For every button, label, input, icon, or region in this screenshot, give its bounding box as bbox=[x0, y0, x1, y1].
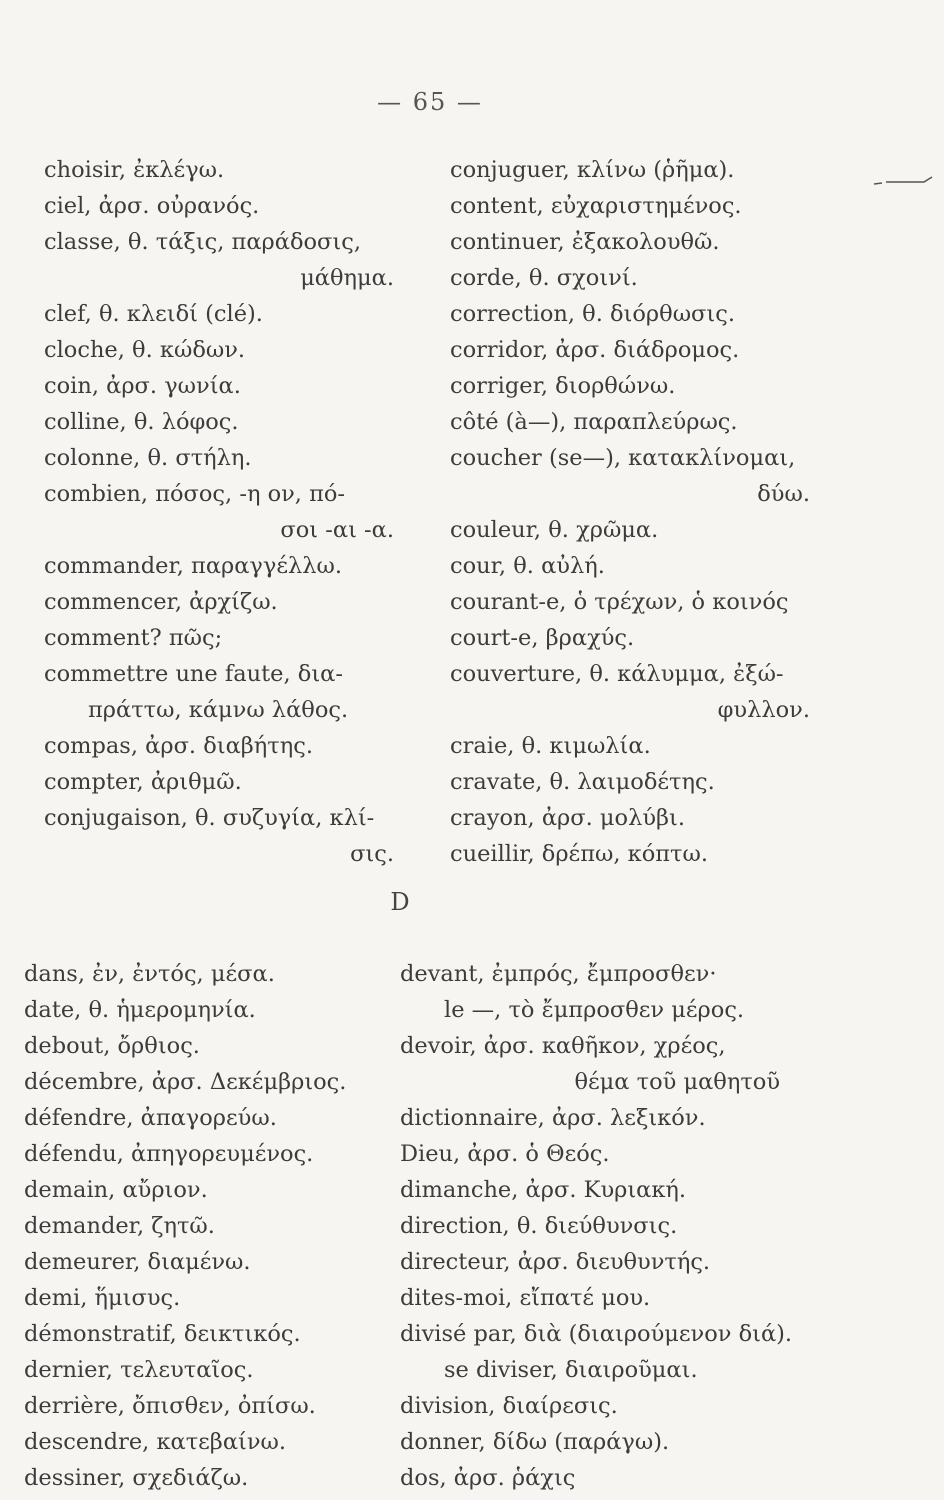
dictionary-entry-line: cloche, θ. κώδων. bbox=[44, 337, 246, 363]
dictionary-entry-line: demander, ζητῶ. bbox=[24, 1213, 215, 1239]
dictionary-entry-line: donner, δίδω (παράγω). bbox=[400, 1429, 670, 1455]
column-d-left bbox=[24, 956, 384, 1496]
dictionary-entry-line: compas, ἀρσ. διαβήτης. bbox=[44, 733, 313, 759]
dictionary-entry-line: μάθημα. bbox=[300, 265, 394, 291]
dictionary-entry-line: conjugaison, θ. συζυγία, κλί- bbox=[44, 805, 375, 831]
column-c-left bbox=[44, 152, 394, 872]
dictionary-entry-line: πράττω, κάμνω λάθος. bbox=[88, 697, 349, 723]
dictionary-entry-line: directeur, ἀρσ. διευθυντής. bbox=[400, 1249, 711, 1275]
dictionary-entry-line: division, διαίρεσις. bbox=[400, 1393, 618, 1419]
dictionary-entry-line: démonstratif, δεικτικός. bbox=[24, 1321, 301, 1347]
dictionary-entry-line: direction, θ. διεύθυνσις. bbox=[400, 1213, 678, 1239]
dictionary-entry-line: colline, θ. λόφος. bbox=[44, 409, 239, 435]
dictionary-entry-line: demeurer, διαμένω. bbox=[24, 1249, 251, 1275]
dictionary-entry-line: devant, ἐμπρός, ἔμπροσθεν· bbox=[400, 961, 717, 987]
dictionary-entry-line: défendu, ἀπηγορευμένος. bbox=[24, 1141, 314, 1167]
dictionary-entry-line: corde, θ. σχοινί. bbox=[450, 265, 638, 291]
dictionary-entry-line: combien, πόσος, -η ον, πό- bbox=[44, 481, 346, 507]
dictionary-entry-line: classe, θ. τάξις, παράδοσις, bbox=[44, 229, 361, 255]
pencil-mark bbox=[872, 176, 936, 190]
dictionary-entry-line: σις. bbox=[350, 841, 394, 867]
dictionary-entry-line: coin, ἀρσ. γωνία. bbox=[44, 373, 241, 399]
dictionary-entry-line: corriger, διορθώνω. bbox=[450, 373, 676, 399]
dictionary-entry-line: décembre, ἀρσ. Δεκέμβριος. bbox=[24, 1069, 347, 1095]
dictionary-entry-line: coucher (se—), κατακλίνομαι, bbox=[450, 445, 796, 471]
dictionary-entry-line: court-e, βραχύς. bbox=[450, 625, 635, 651]
dictionary-entry-line: le —, τὸ ἔμπροσθεν μέρος. bbox=[444, 997, 745, 1023]
dictionary-entry-line: debout, ὄρθιος. bbox=[24, 1033, 200, 1059]
dictionary-entry-line: commencer, ἀρχίζω. bbox=[44, 589, 278, 615]
dictionary-entry-line: demi, ἥμισυς. bbox=[24, 1285, 181, 1311]
dictionary-entry-line: δύω. bbox=[757, 481, 810, 507]
dictionary-entry-line: commander, παραγγέλλω. bbox=[44, 553, 343, 579]
section-letter: D bbox=[390, 888, 410, 916]
dictionary-entry-line: choisir, ἐκλέγω. bbox=[44, 157, 225, 183]
column-c-right bbox=[450, 152, 810, 872]
dictionary-entry-line: craie, θ. κιμωλία. bbox=[450, 733, 651, 759]
dictionary-entry-line: content, εὐχαριστημένος. bbox=[450, 193, 742, 219]
dictionary-entry-line: se diviser, διαιροῦμαι. bbox=[444, 1357, 698, 1383]
dictionary-entry-line: courant-e, ὁ τρέχων, ὁ κοινός bbox=[450, 589, 789, 615]
dictionary-entry-line: dictionnaire, ἀρσ. λεξικόν. bbox=[400, 1105, 706, 1131]
dictionary-entry-line: cravate, θ. λαιμοδέτης. bbox=[450, 769, 715, 795]
dictionary-entry-line: conjuguer, κλίνω (ῥῆμα). bbox=[450, 157, 735, 183]
dictionary-entry-line: derrière, ὄπισθεν, ὀπίσω. bbox=[24, 1393, 316, 1419]
dictionary-entry-line: dos, ἀρσ. ῥάχις bbox=[400, 1465, 576, 1491]
dictionary-entry-line: θέμα τοῦ μαθητοῦ bbox=[574, 1069, 780, 1095]
dictionary-entry-line: couleur, θ. χρῶμα. bbox=[450, 517, 659, 543]
dictionary-entry-line: défendre, ἀπαγορεύω. bbox=[24, 1105, 277, 1131]
dictionary-entry-line: Dieu, ἀρσ. ὁ Θεός. bbox=[400, 1141, 610, 1167]
dictionary-entry-line: colonne, θ. στήλη. bbox=[44, 445, 252, 471]
dictionary-entry-line: correction, θ. διόρθωσις. bbox=[450, 301, 735, 327]
dictionary-entry-line: continuer, ἐξακολουθῶ. bbox=[450, 229, 720, 255]
column-d-right bbox=[400, 956, 793, 1496]
dictionary-entry-line: clef, θ. κλειδί (clé). bbox=[44, 301, 263, 327]
dictionary-entry-line: demain, αὔριον. bbox=[24, 1177, 208, 1203]
dictionary-entry-line: dessiner, σχεδιάζω. bbox=[24, 1465, 249, 1491]
page-number: — 65 — bbox=[377, 88, 483, 116]
dictionary-entry-line: cueillir, δρέπω, κόπτω. bbox=[450, 841, 708, 867]
dictionary-entry-line: cour, θ. αὐλή. bbox=[450, 553, 605, 579]
dictionary-entry-line: dernier, τελευταῖος. bbox=[24, 1357, 254, 1383]
dictionary-entry-line: devoir, ἀρσ. καθῆκον, χρέος, bbox=[400, 1033, 726, 1059]
dictionary-entry-line: comment? πῶς; bbox=[44, 625, 223, 651]
dictionary-entry-line: divisé par, διὰ (διαιρούμενον διά). bbox=[400, 1321, 793, 1347]
dictionary-entry-line: date, θ. ἡμερομηνία. bbox=[24, 997, 256, 1023]
dictionary-entry-line: commettre une faute, δια- bbox=[44, 661, 343, 687]
dictionary-entry-line: corridor, ἀρσ. διάδρομος. bbox=[450, 337, 740, 363]
dictionary-entry-line: couverture, θ. κάλυμμα, ἐξώ- bbox=[450, 661, 784, 687]
dictionary-entry-line: σοι -αι -α. bbox=[280, 517, 394, 543]
dictionary-entry-line: dites-moi, εἴπατέ μου. bbox=[400, 1285, 651, 1311]
dictionary-entry-line: descendre, κατεβαίνω. bbox=[24, 1429, 287, 1455]
dictionary-entry-line: compter, ἀριθμῶ. bbox=[44, 769, 242, 795]
dictionary-entry-line: ciel, ἀρσ. οὐρανός. bbox=[44, 193, 260, 219]
dictionary-entry-line: dimanche, ἀρσ. Κυριακή. bbox=[400, 1177, 687, 1203]
dictionary-entry-line: φυλλον. bbox=[717, 697, 810, 723]
dictionary-entry-line: dans, ἐν, ἐντός, μέσα. bbox=[24, 961, 275, 987]
dictionary-entry-line: crayon, ἀρσ. μολύβι. bbox=[450, 805, 685, 831]
dictionary-entry-line: côté (à—), παραπλεύρως. bbox=[450, 409, 738, 435]
